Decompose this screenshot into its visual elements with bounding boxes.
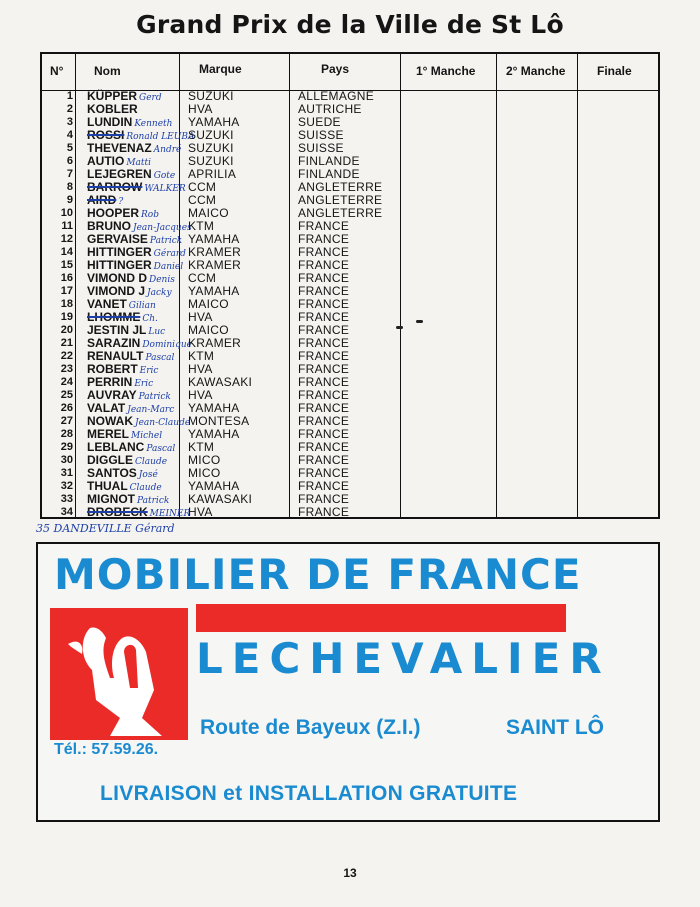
rider-country: FRANCE: [298, 245, 350, 259]
rider-country: FRANCE: [298, 401, 350, 415]
rider-brand: APRILIA: [188, 167, 237, 181]
rider-brand: MAICO: [188, 297, 229, 311]
rider-brand: HVA: [188, 362, 213, 376]
page-title: Grand Prix de la Ville de St Lô: [136, 10, 564, 39]
rider-number: 4: [66, 129, 73, 141]
rider-name: HOOPER: [87, 206, 140, 220]
rider-name: AIRD: [87, 193, 117, 207]
rider-number: 22: [60, 350, 73, 362]
rider-brand: SUZUKI: [188, 128, 234, 142]
rider-brand: KTM: [188, 440, 215, 454]
rider-country: FRANCE: [298, 362, 350, 376]
rider-brand: MAICO: [188, 323, 229, 337]
table-row: [42, 441, 658, 454]
entry-table: [40, 52, 660, 519]
ink-mark: [396, 326, 403, 329]
table-row: [42, 363, 658, 376]
rider-country: FRANCE: [298, 336, 350, 350]
rider-number: 6: [66, 155, 73, 167]
rider-number: 10: [60, 207, 73, 219]
rider-name: BRUNO: [87, 219, 131, 233]
rider-name: KÜPPER: [87, 89, 138, 103]
rider-brand: KAWASAKI: [188, 492, 253, 506]
rider-country: FINLANDE: [298, 167, 360, 181]
header-final: Finale: [597, 64, 632, 78]
handwritten-note: Eric: [134, 379, 154, 389]
table-row: [42, 207, 658, 220]
rider-brand: YAMAHA: [188, 401, 240, 415]
rider-name: VIMOND J: [87, 284, 146, 298]
rider-country: FRANCE: [298, 414, 350, 428]
rider-brand: KRAMER: [188, 258, 242, 272]
rider-country: FRANCE: [298, 258, 350, 272]
rider-number: 31: [60, 467, 73, 479]
handwritten-note: Gérard: [153, 249, 186, 259]
rider-name: PERRIN: [87, 375, 133, 389]
rider-country: SUISSE: [298, 141, 344, 155]
handwritten-note: Daniel: [153, 262, 184, 272]
header-heat-1: 1° Manche: [416, 64, 476, 78]
rider-brand: HVA: [188, 505, 213, 519]
rider-brand: KTM: [188, 349, 215, 363]
rider-brand: KTM: [188, 219, 215, 233]
rider-number: 16: [60, 272, 73, 284]
rider-brand: YAMAHA: [188, 232, 240, 246]
handwritten-note: Jean-Jacques: [133, 223, 192, 233]
handwritten-note: Patrick: [137, 496, 170, 506]
rider-country: FRANCE: [298, 492, 350, 506]
table-row: [42, 116, 658, 129]
rider-name-cell: [87, 506, 190, 521]
handwritten-note: Gote: [153, 171, 176, 181]
ad-tagline: LIVRAISON et INSTALLATION GRATUITE: [100, 782, 518, 805]
rider-name: LEBLANC: [87, 440, 145, 454]
rider-country: FRANCE: [298, 349, 350, 363]
rider-name: DROBECK: [87, 505, 148, 519]
handwritten-note: MEINER: [149, 509, 191, 519]
rider-name: NOWAK: [87, 414, 133, 428]
rider-brand: HVA: [188, 310, 213, 324]
table-row: [42, 103, 658, 116]
handwritten-note: Claude: [135, 457, 168, 467]
rider-country: FRANCE: [298, 232, 350, 246]
rider-number: 1: [66, 90, 73, 102]
table-row: [42, 415, 658, 428]
rider-name: KOBLER: [87, 102, 138, 116]
rider-brand: MAICO: [188, 206, 229, 220]
rider-name: RENAULT: [87, 349, 144, 363]
rider-number: 7: [66, 168, 73, 180]
handwritten-note: WALKER: [144, 184, 186, 194]
rider-number: 34: [60, 506, 73, 518]
rider-name: JESTIN JL: [87, 323, 147, 337]
ad-city: SAINT LÔ: [506, 716, 604, 739]
page-number: 13: [343, 866, 357, 880]
handwritten-note: Kenneth: [134, 119, 173, 129]
rider-name: ROBERT: [87, 362, 138, 376]
rider-country: ANGLETERRE: [298, 180, 383, 194]
rider-brand: YAMAHA: [188, 115, 240, 129]
red-bar: [196, 604, 566, 632]
rider-number: 32: [60, 480, 73, 492]
rider-name: THUAL: [87, 479, 128, 493]
handwritten-note: Michel: [131, 431, 163, 441]
rider-number: 33: [60, 493, 73, 505]
rooster-icon: [50, 608, 188, 740]
rider-brand: CCM: [188, 193, 217, 207]
handwritten-note: Pascal: [146, 444, 176, 454]
rider-name: AUVRAY: [87, 388, 137, 402]
rider-name: LEJEGREN: [87, 167, 152, 181]
handwritten-note: José: [138, 470, 158, 480]
handwritten-note: Gerd: [139, 93, 162, 103]
rider-brand: YAMAHA: [188, 427, 240, 441]
rider-country: FRANCE: [298, 271, 350, 285]
rider-brand: CCM: [188, 271, 217, 285]
handwritten-note: Luc: [148, 327, 166, 337]
handwritten-note: Jean-Marc: [127, 405, 175, 415]
rider-country: FRANCE: [298, 310, 350, 324]
rider-number: 11: [61, 220, 73, 232]
rider-number: 26: [60, 402, 73, 414]
rider-country: FRANCE: [298, 375, 350, 389]
rider-country: FINLANDE: [298, 154, 360, 168]
rider-brand: KRAMER: [188, 245, 242, 259]
rider-number: 30: [60, 454, 73, 466]
rider-country: FRANCE: [298, 440, 350, 454]
rider-brand: KAWASAKI: [188, 375, 253, 389]
rider-country: FRANCE: [298, 323, 350, 337]
handwritten-note: Jean-Claude: [135, 418, 191, 428]
rider-brand: YAMAHA: [188, 284, 240, 298]
rider-brand: HVA: [188, 102, 213, 116]
rider-number: 24: [60, 376, 73, 388]
rider-name: MEREL: [87, 427, 129, 441]
rider-country: FRANCE: [298, 284, 350, 298]
rider-country: FRANCE: [298, 388, 350, 402]
handwritten-note: Eric: [139, 366, 159, 376]
rider-brand: MICO: [188, 453, 221, 467]
rider-name: GERVAISE: [87, 232, 148, 246]
rider-name: VIMOND D: [87, 271, 147, 285]
header-country: Pays: [321, 62, 350, 76]
header-brand: Marque: [199, 62, 242, 76]
rooster-logo: [50, 608, 188, 740]
ad-address: Route de Bayeux (Z.I.): [200, 716, 421, 739]
handwritten-note: Matti: [126, 158, 152, 168]
rider-number: 18: [60, 298, 73, 310]
rider-name: HITTINGER: [87, 258, 152, 272]
rider-name: AUTIO: [87, 154, 125, 168]
handwritten-note: ?: [118, 197, 124, 207]
handwritten-note: Jacky: [147, 288, 172, 298]
table-row: [42, 467, 658, 480]
rider-brand: YAMAHA: [188, 479, 240, 493]
rider-name: SARAZIN: [87, 336, 141, 350]
rider-country: FRANCE: [298, 453, 350, 467]
advertisement: [36, 542, 660, 822]
rider-number: 9: [66, 194, 73, 206]
rider-name: SANTOS: [87, 466, 137, 480]
rider-name: VANET: [87, 297, 127, 311]
rider-number: 15: [60, 259, 73, 271]
rider-country: ALLEMAGNE: [298, 89, 375, 103]
header-heat-2: 2° Manche: [506, 64, 566, 78]
handwritten-note: Claude: [129, 483, 162, 493]
rider-number: 14: [60, 246, 73, 258]
rider-brand: SUZUKI: [188, 89, 234, 103]
handwritten-note: Patrick: [138, 392, 171, 402]
rider-number: 3: [66, 116, 73, 128]
rider-number: 28: [60, 428, 73, 440]
rider-name: BARROW: [87, 180, 143, 194]
rider-country: FRANCE: [298, 505, 350, 519]
rider-name: ROSSI: [87, 128, 125, 142]
rider-number: 27: [60, 415, 73, 427]
rider-number: 8: [66, 181, 73, 193]
rider-number: 21: [60, 337, 73, 349]
table-row: [42, 506, 658, 519]
rider-number: 12: [60, 233, 73, 245]
rider-country: FRANCE: [298, 297, 350, 311]
rider-number: 20: [60, 324, 73, 336]
header-num: N°: [50, 64, 64, 78]
rider-number: 5: [66, 142, 73, 154]
rider-brand: CCM: [188, 180, 217, 194]
rider-country: ANGLETERRE: [298, 193, 383, 207]
rider-name: DIGGLE: [87, 453, 134, 467]
handwritten-note: Dominique: [142, 340, 192, 350]
rider-brand: SUZUKI: [188, 154, 234, 168]
handwritten-note: Ronald LEUBA: [126, 132, 195, 142]
handwritten-note: André: [153, 145, 182, 155]
rider-country: ANGLETERRE: [298, 206, 383, 220]
handwritten-note: Rob: [141, 210, 159, 220]
table-row: [42, 402, 658, 415]
ad-headline: MOBILIER DE FRANCE: [54, 550, 582, 599]
table-row: [42, 285, 658, 298]
rider-name: VALAT: [87, 401, 126, 415]
handwritten-note: Denis: [149, 275, 175, 285]
rider-name: THEVENAZ: [87, 141, 152, 155]
rider-brand: MICO: [188, 466, 221, 480]
rider-number: 2: [66, 103, 73, 115]
rider-country: FRANCE: [298, 219, 350, 233]
rider-country: FRANCE: [298, 479, 350, 493]
rider-name: HITTINGER: [87, 245, 152, 259]
rider-brand: KRAMER: [188, 336, 242, 350]
rider-number: 25: [60, 389, 73, 401]
rider-brand: MONTESA: [188, 414, 250, 428]
rider-country: FRANCE: [298, 427, 350, 441]
rider-country: AUTRICHE: [298, 102, 362, 116]
handwritten-note: Gilian: [128, 301, 156, 311]
rider-number: 17: [60, 285, 73, 297]
rider-number: 23: [60, 363, 73, 375]
rider-number: 19: [60, 311, 73, 323]
rider-brand: SUZUKI: [188, 141, 234, 155]
ad-brand: LECHEVALIER: [196, 634, 611, 683]
rider-country: FRANCE: [298, 466, 350, 480]
rider-country: SUEDE: [298, 115, 341, 129]
rider-brand: HVA: [188, 388, 213, 402]
ink-mark: [416, 320, 423, 323]
handwritten-note: Patrick: [149, 236, 183, 246]
rider-number: 29: [60, 441, 73, 453]
handwritten-note: Pascal: [145, 353, 175, 363]
handwritten-note: Ch.: [142, 314, 158, 324]
rider-country: SUISSE: [298, 128, 344, 142]
rider-name: MIGNOT: [87, 492, 135, 506]
ad-phone: Tél.: 57.59.26.: [54, 741, 159, 758]
handwritten-entry: 35 DANDEVILLE Gérard: [36, 522, 175, 535]
table-row: [42, 389, 658, 402]
rider-name: LHOMME: [87, 310, 141, 324]
header-name: Nom: [94, 64, 121, 78]
rider-name: LUNDIN: [87, 115, 133, 129]
